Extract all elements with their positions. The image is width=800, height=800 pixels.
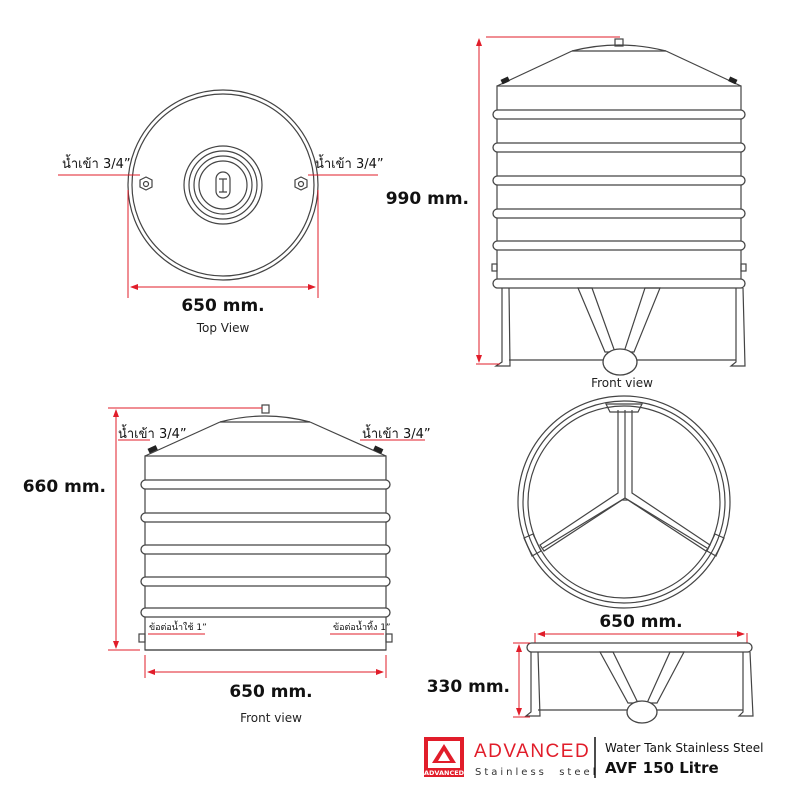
short-height-label: 660 mm. [22,477,106,497]
stand-brace-right [647,652,684,703]
product-line: Water Tank Stainless Steel [605,741,764,755]
outlet-label-left: ข้อต่อน้ำใช้ 1” [149,623,207,633]
logo-wordmark: ADVANCED [423,769,465,777]
stand-top-ring [527,643,752,652]
inlet-label-left: น้ำเข้า 3/4” [118,427,187,442]
outlet-label-right: ข้อต่อน้ำทิ้ง 1” [333,623,391,633]
stand-drain [627,701,657,723]
front-view-caption-short: Front view [240,711,302,725]
leg-left [496,288,510,366]
top-width-label: 650 mm. [181,296,265,316]
stand-ring [493,279,745,288]
stand-ring-inner-2 [528,406,720,598]
leg-right [731,288,745,366]
stand-ring-outer [518,396,730,608]
inlet-nut-left [140,177,152,190]
front-view-short [23,405,431,725]
inlet-label-right: น้ำเข้า 3/4” [362,427,431,442]
brace-left [578,288,615,352]
stand-top-view [518,396,730,608]
product-model: AVF 150 Litre [605,759,719,777]
short-width-label: 650 mm. [229,682,313,702]
inlet-nut-right [295,177,307,190]
hoop [493,176,745,185]
stand-brace-left [600,652,638,703]
brand-name: ADVANCED [474,741,591,762]
tall-height-label: 990 mm. [385,189,469,209]
inlet-label-left: น้ำเข้า 3/4” [62,157,131,172]
outlet-fitting-right [386,634,392,642]
hoop [141,545,390,554]
brace-right [624,288,660,352]
leg-plate-top [606,404,642,412]
hoop [141,608,390,617]
stand-leg-left [526,652,540,716]
hoop [141,480,390,489]
brand-block [424,737,763,778]
brand-tagline: Stainless steel [475,767,599,778]
front-view-caption-tall: Front view [591,376,653,390]
stand-width-label: 650 mm. [599,612,683,632]
stand-ring-inner-1 [523,401,725,603]
outlet-fitting-left [139,634,145,642]
hoop [493,241,745,250]
brand-logo [424,737,465,777]
front-view-tall [386,37,746,390]
hoop [493,143,745,152]
hoop [141,577,390,586]
stand-front-view [427,612,753,723]
stand-leg-right [739,652,753,716]
hoop [493,209,745,218]
vent-cap [262,405,269,413]
hoop [493,110,745,119]
top-lid [220,416,310,422]
stand-height-label: 330 mm. [426,677,510,697]
drain-outlet [603,349,637,375]
top-view-caption: Top View [196,321,250,335]
lid-handle-mark [219,179,227,192]
inlet-label-right: น้ำเข้า 3/4” [315,157,384,172]
top-view [58,90,384,335]
hoop [141,513,390,522]
